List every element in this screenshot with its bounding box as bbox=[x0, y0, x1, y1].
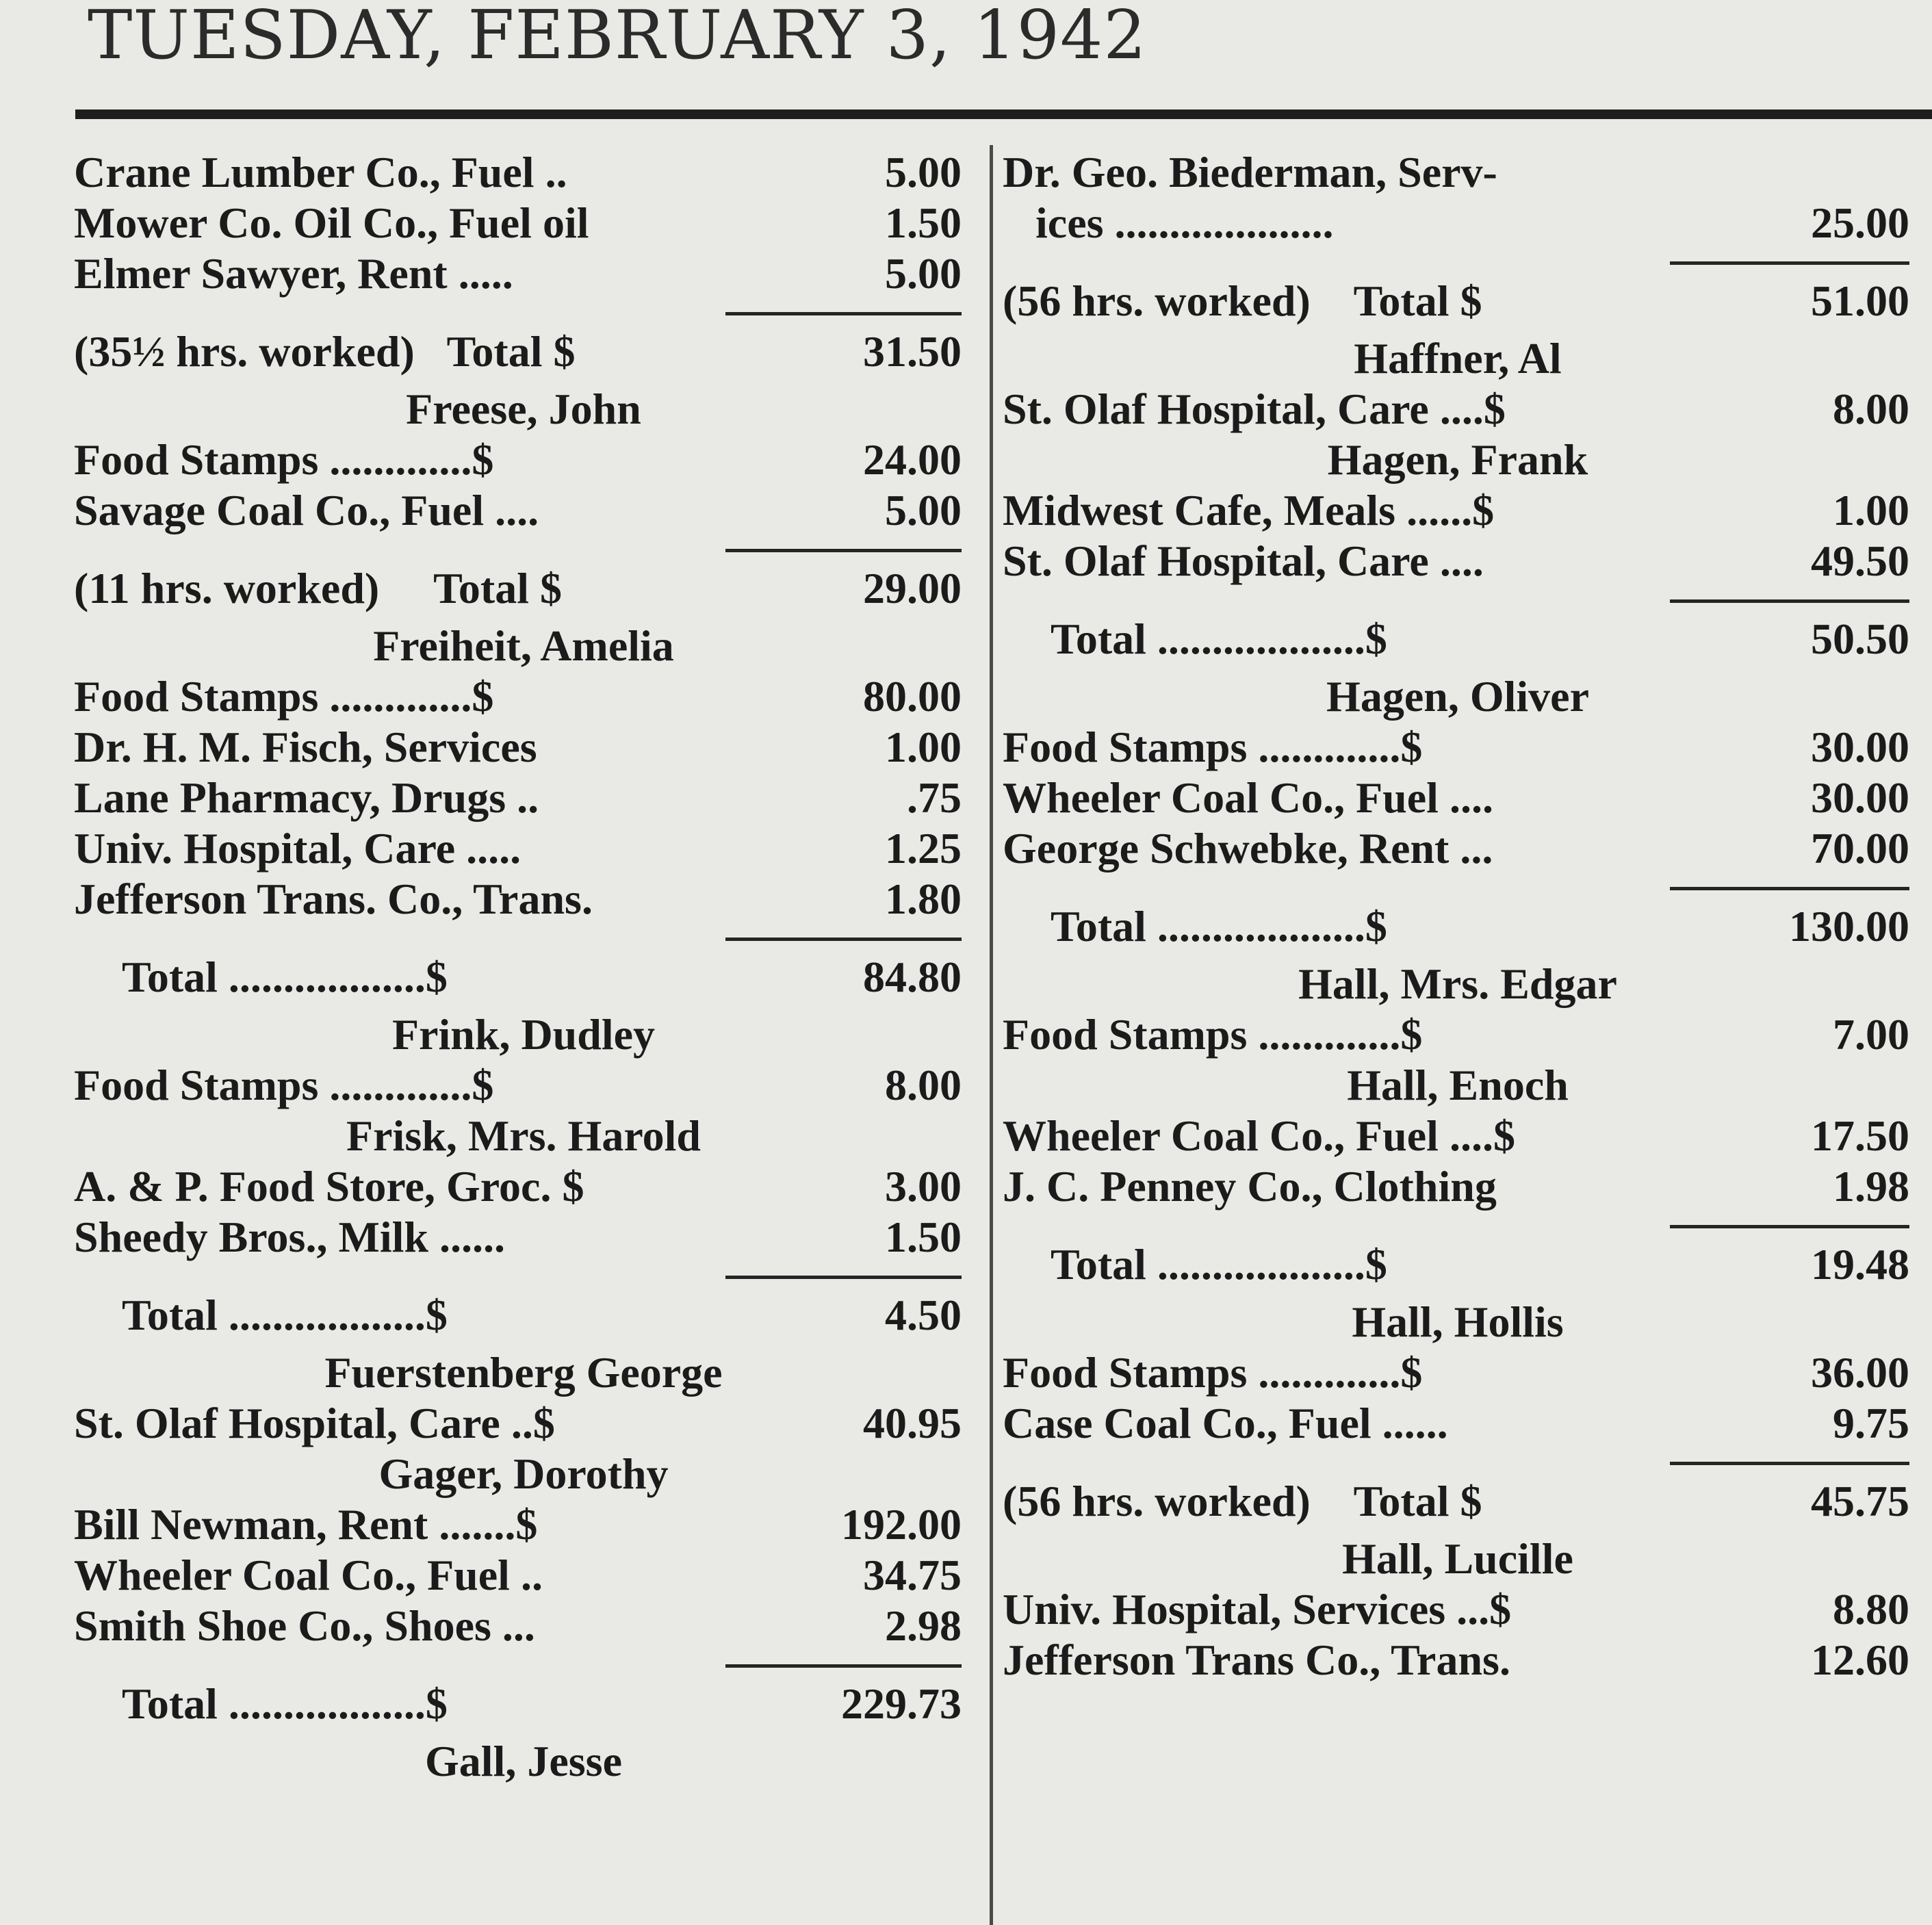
entry-amount: 70.00 bbox=[1811, 824, 1909, 873]
total-row bbox=[0, 615, 1932, 665]
recipient-name: Hagen, Frank bbox=[1327, 435, 1588, 484]
entry-amount: 8.00 bbox=[1833, 385, 1909, 433]
entry-label: Univ. Hospital, Services ...$ bbox=[1003, 1585, 1512, 1633]
total-amount: 50.50 bbox=[1811, 615, 1909, 663]
total-amount: 84.80 bbox=[863, 953, 962, 1001]
entry-amount: 49.50 bbox=[1811, 537, 1909, 585]
entry-label: St. Olaf Hospital, Care ..$ bbox=[74, 1399, 555, 1447]
total-row bbox=[0, 1679, 1932, 1730]
recipient-name: Frisk, Mrs. Harold bbox=[346, 1111, 701, 1160]
entry-label: Wheeler Coal Co., Fuel .. bbox=[74, 1551, 543, 1599]
header-rule bbox=[75, 109, 1932, 119]
entry-label: Jefferson Trans Co., Trans. bbox=[1003, 1636, 1510, 1684]
entry-label: Midwest Cafe, Meals ......$ bbox=[1003, 486, 1495, 534]
recipient-name: Freese, John bbox=[406, 385, 641, 433]
entry-amount: 25.00 bbox=[1811, 198, 1909, 247]
entry-label: Elmer Sawyer, Rent ..... bbox=[74, 249, 513, 298]
entry-row bbox=[0, 1348, 1932, 1399]
total-rule bbox=[1670, 1225, 1909, 1228]
total-rule bbox=[1670, 261, 1909, 265]
entry-amount: 17.50 bbox=[1811, 1111, 1909, 1160]
entry-amount: 1.80 bbox=[885, 875, 962, 923]
total-label: Total ..................$ bbox=[122, 953, 448, 1001]
recipient-name: Frink, Dudley bbox=[391, 1010, 656, 1059]
entry-amount: 1.98 bbox=[1833, 1162, 1909, 1211]
entry-row bbox=[0, 1636, 1932, 1686]
entry-amount: 9.75 bbox=[1833, 1399, 1909, 1447]
entry-label: Univ. Hospital, Care ..... bbox=[74, 824, 521, 873]
entry-row bbox=[0, 773, 1932, 824]
recipient-name: Gall, Jesse bbox=[425, 1737, 622, 1785]
entry-amount: 40.95 bbox=[863, 1399, 962, 1447]
entry-amount: 1.00 bbox=[1833, 486, 1909, 534]
entry-amount: 8.80 bbox=[1833, 1585, 1909, 1633]
entry-amount: 30.00 bbox=[1811, 723, 1909, 771]
total-label: Total ...................$ bbox=[1051, 615, 1387, 663]
total-label: (56 hrs. worked) Total $ bbox=[1003, 276, 1482, 325]
recipient-name: Hagen, Oliver bbox=[1326, 672, 1589, 721]
entry-amount: 192.00 bbox=[841, 1500, 962, 1549]
total-label: Total ...................$ bbox=[1051, 902, 1387, 951]
entry-amount: 12.60 bbox=[1811, 1636, 1909, 1684]
entry-label: Case Coal Co., Fuel ...... bbox=[1003, 1399, 1448, 1447]
entry-row bbox=[0, 1399, 1932, 1449]
total-rule bbox=[1670, 599, 1909, 603]
entry-label: Smith Shoe Co., Shoes ... bbox=[74, 1601, 535, 1650]
entry-amount: 1.25 bbox=[885, 824, 962, 873]
entry-label: St. Olaf Hospital, Care ....$ bbox=[1003, 385, 1506, 433]
total-label: (35½ hrs. worked) Total $ bbox=[74, 327, 576, 376]
entry-amount: 5.00 bbox=[885, 486, 962, 534]
total-label: Total ...................$ bbox=[1051, 1240, 1387, 1289]
entry-label: Jefferson Trans. Co., Trans. bbox=[74, 875, 593, 923]
total-amount: 229.73 bbox=[841, 1679, 962, 1728]
entry-row bbox=[0, 723, 1932, 773]
entry-amount: 7.00 bbox=[1833, 1010, 1909, 1059]
recipient-name: Gager, Dorothy bbox=[378, 1449, 669, 1498]
entry-row bbox=[0, 1010, 1932, 1061]
total-row bbox=[0, 902, 1932, 953]
entry-label: Wheeler Coal Co., Fuel .... bbox=[1003, 773, 1493, 822]
entry-label: Food Stamps .............$ bbox=[74, 1061, 494, 1109]
entry-row bbox=[0, 198, 1932, 249]
total-label: (11 hrs. worked) Total $ bbox=[74, 564, 562, 612]
entry-label: Lane Pharmacy, Drugs .. bbox=[74, 773, 539, 822]
entry-amount: 8.00 bbox=[885, 1061, 962, 1109]
entry-amount: 1.50 bbox=[885, 198, 962, 247]
total-amount: 19.48 bbox=[1811, 1240, 1909, 1289]
recipient-name: Haffner, Al bbox=[1354, 334, 1562, 383]
total-label: (56 hrs. worked) Total $ bbox=[1003, 1477, 1482, 1525]
entry-amount: 2.98 bbox=[885, 1601, 962, 1650]
page-dateline: TUESDAY, FEBRUARY 3, 1942 bbox=[88, 0, 1147, 75]
entry-label: Food Stamps .............$ bbox=[1003, 1348, 1423, 1397]
entry-amount: .75 bbox=[907, 773, 962, 822]
entry-label: J. C. Penney Co., Clothing bbox=[1003, 1162, 1497, 1211]
entry-label: George Schwebke, Rent ... bbox=[1003, 824, 1493, 873]
entry-amount: 34.75 bbox=[863, 1551, 962, 1599]
total-row bbox=[0, 276, 1932, 327]
total-amount: 45.75 bbox=[1811, 1477, 1909, 1525]
entry-label: Sheedy Bros., Milk ...... bbox=[74, 1213, 505, 1261]
entry-row bbox=[0, 148, 1932, 198]
entry-amount: 1.50 bbox=[885, 1213, 962, 1261]
entry-row bbox=[0, 1162, 1932, 1213]
recipient-name: Hall, Hollis bbox=[1352, 1297, 1564, 1346]
total-rule bbox=[1670, 887, 1909, 890]
entry-row bbox=[0, 1585, 1932, 1636]
entry-amount: 24.00 bbox=[863, 435, 962, 484]
entry-label: Wheeler Coal Co., Fuel ....$ bbox=[1003, 1111, 1515, 1160]
total-rule bbox=[1670, 1462, 1909, 1465]
entry-amount: 5.00 bbox=[885, 249, 962, 298]
entry-label: Dr. Geo. Biederman, Serv- bbox=[1003, 148, 1497, 196]
total-amount: 31.50 bbox=[863, 327, 962, 376]
entry-label: Food Stamps .............$ bbox=[1003, 1010, 1423, 1059]
recipient-name: Hall, Enoch bbox=[1347, 1061, 1569, 1109]
entry-label: Dr. H. M. Fisch, Services bbox=[74, 723, 537, 771]
recipient-name: Hall, Lucille bbox=[1342, 1534, 1573, 1583]
entry-label: Food Stamps .............$ bbox=[1003, 723, 1423, 771]
entry-amount: 30.00 bbox=[1811, 773, 1909, 822]
total-amount: 4.50 bbox=[885, 1291, 962, 1339]
recipient-name: Freiheit, Amelia bbox=[373, 621, 674, 670]
total-row bbox=[0, 1240, 1932, 1291]
recipient-name: Hall, Mrs. Edgar bbox=[1298, 959, 1617, 1008]
total-amount: 51.00 bbox=[1811, 276, 1909, 325]
entry-label: Bill Newman, Rent .......$ bbox=[74, 1500, 538, 1549]
total-label: Total ..................$ bbox=[122, 1679, 448, 1728]
entry-row bbox=[0, 385, 1932, 435]
entry-label: A. & P. Food Store, Groc. $ bbox=[74, 1162, 584, 1211]
entry-row bbox=[0, 486, 1932, 537]
entry-label: St. Olaf Hospital, Care .... bbox=[1003, 537, 1484, 585]
entry-row bbox=[0, 537, 1932, 587]
entry-label: Mower Co. Oil Co., Fuel oil bbox=[74, 198, 589, 247]
entry-amount: 80.00 bbox=[863, 672, 962, 721]
entry-amount: 3.00 bbox=[885, 1162, 962, 1211]
total-amount: 130.00 bbox=[1789, 902, 1909, 951]
entry-label: Crane Lumber Co., Fuel .. bbox=[74, 148, 567, 196]
entry-label: Savage Coal Co., Fuel .... bbox=[74, 486, 539, 534]
entry-amount: 5.00 bbox=[885, 148, 962, 196]
entry-label: Food Stamps .............$ bbox=[74, 672, 494, 721]
entry-label: Food Stamps .............$ bbox=[74, 435, 494, 484]
total-label: Total ..................$ bbox=[122, 1291, 448, 1339]
recipient-name: Fuerstenberg George bbox=[324, 1348, 723, 1397]
entry-row bbox=[0, 824, 1932, 875]
entry-row bbox=[0, 1111, 1932, 1162]
entry-label: ices .................... bbox=[1003, 198, 1334, 247]
total-amount: 29.00 bbox=[863, 564, 962, 612]
entry-amount: 1.00 bbox=[885, 723, 962, 771]
total-row bbox=[0, 1477, 1932, 1527]
entry-amount: 36.00 bbox=[1811, 1348, 1909, 1397]
